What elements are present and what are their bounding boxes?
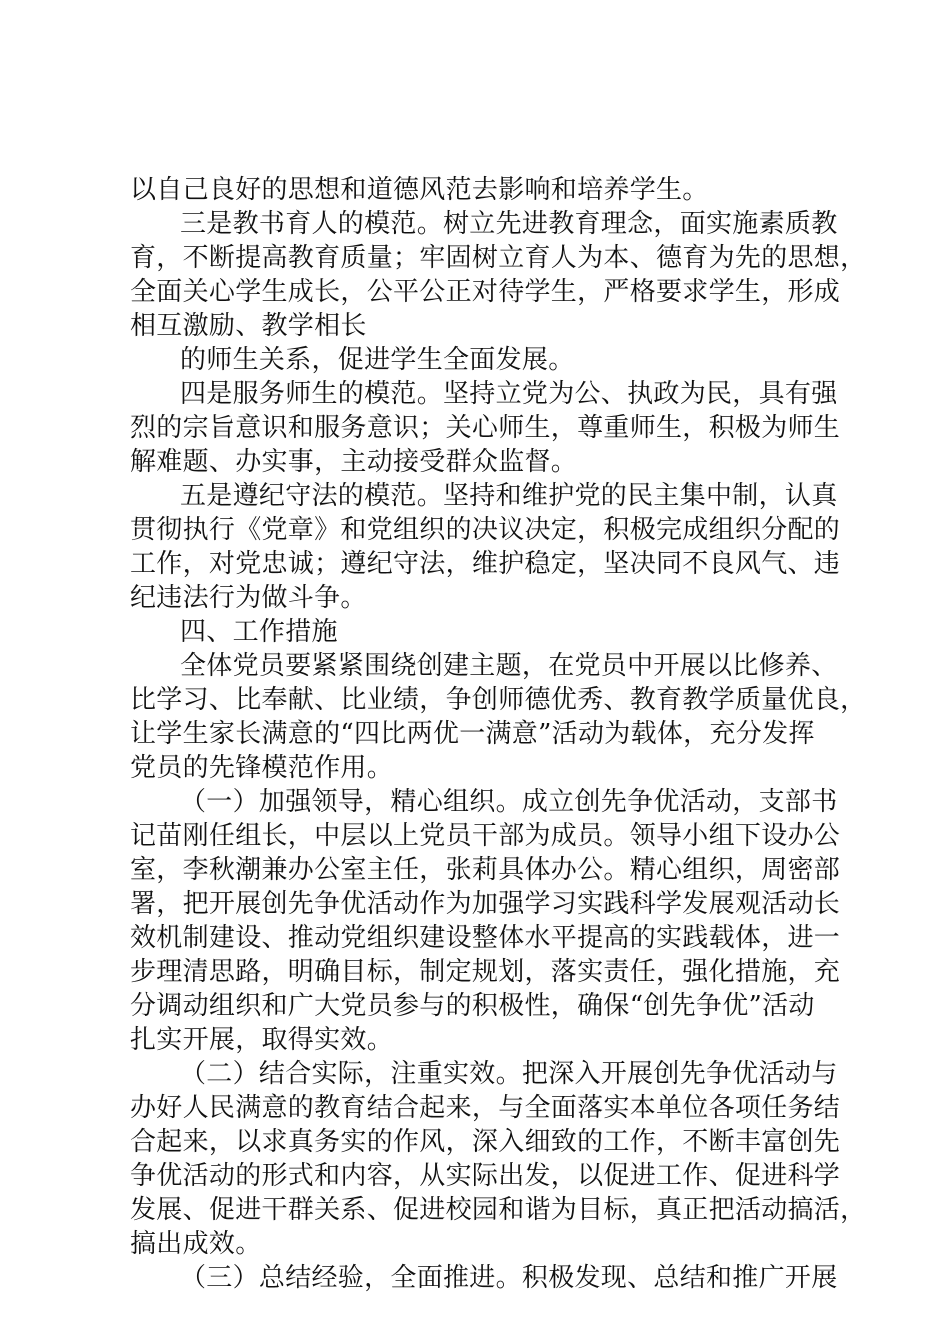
text-line: 相互激励、教学相长: [130, 311, 367, 341]
text-line: 发展、促进干群关系、促进校园和谐为目标，真正把活动搞活，: [130, 1195, 867, 1225]
section-heading: 四、工作措施: [180, 617, 338, 647]
text-line: 分调动组织和广大党员参与的积极性，确保“创先争优”活动: [130, 991, 815, 1021]
text-line: 四是服务师生的模范。坚持立党为公、执政为民，具有强: [180, 379, 838, 409]
text-line: 烈的宗旨意识和服务意识；关心师生，尊重师生，积极为师生: [130, 413, 841, 443]
text-line: 工作，对党忠诚；遵纪守法，维护稳定，坚决同不良风气、违: [130, 549, 841, 579]
text-line: 办好人民满意的教育结合起来，与全面落实本单位各项任务结: [130, 1093, 841, 1123]
text-line: 贯彻执行《党章》和党组织的决议决定，积极完成组织分配的: [130, 515, 841, 545]
text-line: 的师生关系，促进学生全面发展。: [180, 345, 575, 375]
text-line: 纪违法行为做斗争。: [130, 583, 367, 613]
text-line: 以自己良好的思想和道德风范去影响和培养学生。: [130, 175, 709, 205]
text-line: 让学生家长满意的“四比两优一满意”活动为载体，充分发挥: [130, 719, 815, 749]
text-line: 育，不断提高教育质量；牢固树立育人为本、德育为先的思想，: [130, 243, 867, 273]
text-line: （三）总结经验，全面推进。积极发现、总结和推广开展: [180, 1263, 838, 1293]
text-line: 室，李秋潮兼办公室主任，张莉具体办公。精心组织，周密部: [130, 855, 841, 885]
text-line: 署，把开展创先争优活动作为加强学习实践科学发展观活动长: [130, 889, 841, 919]
text-line: 全面关心学生成长，公平公正对待学生，严格要求学生，形成: [130, 277, 841, 307]
text-line: 合起来，以求真务实的作风，深入细致的工作，不断丰富创先: [130, 1127, 841, 1157]
text-line: 扎实开展，取得实效。: [130, 1025, 394, 1055]
text-line: 党员的先锋模范作用。: [130, 753, 394, 783]
text-line: （一）加强领导，精心组织。成立创先争优活动，支部书: [180, 787, 838, 817]
text-line: 搞出成效。: [130, 1229, 262, 1259]
text-line: 效机制建设、推动党组织建设整体水平提高的实践载体，进一: [130, 923, 841, 953]
text-line: 步理清思路，明确目标，制定规划，落实责任，强化措施，充: [130, 957, 841, 987]
text-line: 争优活动的形式和内容，从实际出发，以促进工作、促进科学: [130, 1161, 841, 1191]
text-line: 比学习、比奉献、比业绩，争创师德优秀、教育教学质量优良，: [130, 685, 867, 715]
text-line: 五是遵纪守法的模范。坚持和维护党的民主集中制，认真: [180, 481, 838, 511]
text-line: 记苗刚任组长，中层以上党员干部为成员。领导小组下设办公: [130, 821, 841, 851]
text-line: 全体党员要紧紧围绕创建主题，在党员中开展以比修养、: [180, 651, 838, 681]
text-line: 解难题、办实事，主动接受群众监督。: [130, 447, 578, 477]
text-line: 三是教书育人的模范。树立先进教育理念，面实施素质教: [180, 209, 838, 239]
text-line: （二）结合实际，注重实效。把深入开展创先争优活动与: [180, 1059, 838, 1089]
